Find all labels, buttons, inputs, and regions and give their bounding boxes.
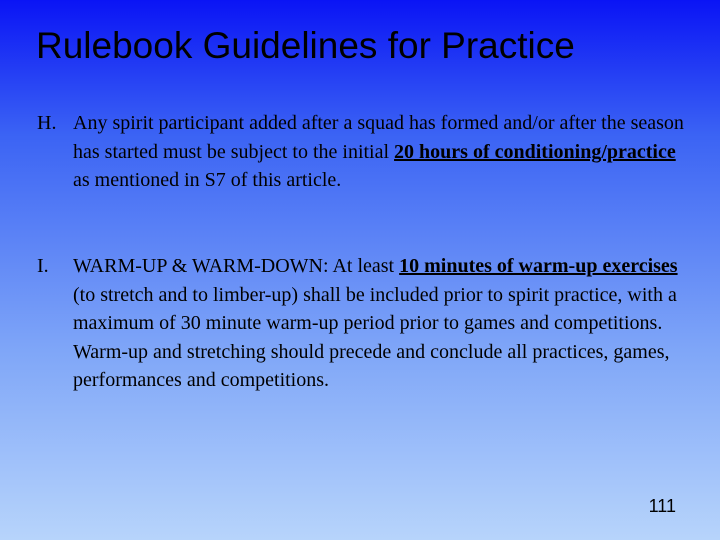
rule-marker-h: H. xyxy=(37,112,57,134)
rule-item-h xyxy=(37,109,687,195)
rule-text-h xyxy=(73,109,687,195)
rule-item-i xyxy=(37,252,687,395)
rule-h-emphasis: 20 hours of conditioning/practice xyxy=(394,140,676,163)
rule-text-i-part-1: WARM-UP & WARM-DOWN: At least xyxy=(73,255,400,277)
slide-title: Rulebook Guidelines for Practice xyxy=(36,25,575,66)
rule-text-h-part-1: Any spirit participant added after a squad has formed and/or after the season has started must be subject to the initial xyxy=(73,112,684,163)
rule-text-i-part-3: (to stretch and to limber-up) shall be included prior to spirit practice, with a maximum of 30 minute warm-up period prior to games and competitions. Warm-up and stretching should precede and conclude all practices, games, performances and competitions. xyxy=(73,283,677,391)
rule-i-emphasis: 10 minutes of warm-up exercises xyxy=(399,255,678,277)
page-number: 111 xyxy=(648,496,676,516)
rule-text-i xyxy=(73,252,687,395)
rule-text-h-part-3: as mentioned in S7 of this article. xyxy=(73,169,342,191)
rule-marker-i: I. xyxy=(37,255,49,277)
